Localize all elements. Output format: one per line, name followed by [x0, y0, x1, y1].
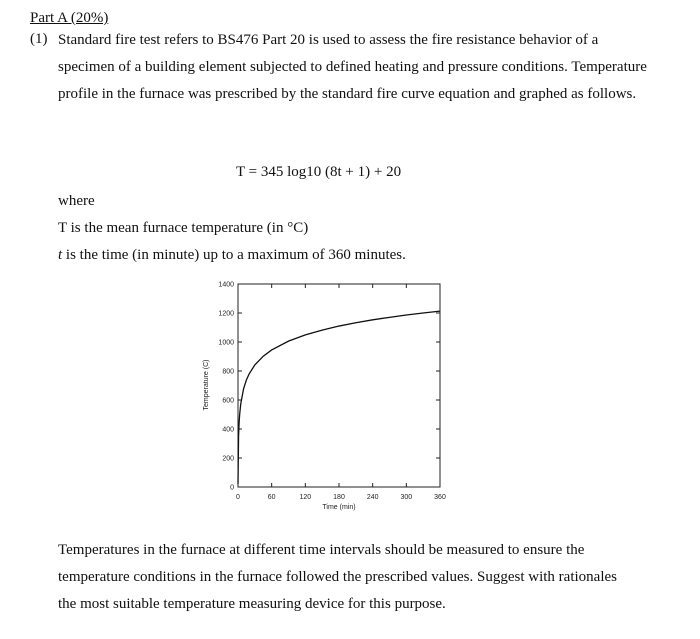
x-tick-label: 360	[434, 494, 446, 501]
fire-curve-line	[238, 311, 440, 484]
section-heading: Part A (20%)	[30, 10, 109, 26]
y-axis-label: Temperature (C)	[203, 359, 210, 411]
y-tick-label: 1200	[218, 310, 234, 318]
x-axis-label: Time (min)	[322, 504, 356, 511]
y-tick-label: 1000	[218, 339, 234, 347]
plot-frame	[238, 284, 440, 487]
y-tick-label: 1400	[218, 281, 234, 289]
question-intro: Standard fire test refers to BS476 Part 20 is used to assess the fire resistance behavior of a specimen of a building element subjected to defined heating and pressure conditions. Temperature profile in the furnace was prescribed by the standard fire curve equation and graphed as follows.	[58, 32, 647, 102]
y-tick-label: 600	[222, 397, 234, 405]
x-tick-label: 180	[333, 494, 345, 501]
x-tick-label: 0	[236, 494, 240, 501]
definition-time	[58, 247, 406, 264]
x-tick-label: 240	[366, 494, 379, 501]
y-tick-label: 400	[222, 426, 234, 434]
y-axis-ticks	[218, 282, 440, 492]
fire-curve-equation: T = 345 log10 (8t + 1) + 20	[236, 164, 402, 180]
y-tick-label: 200	[222, 455, 234, 463]
definition-temperature: T is the mean furnace temperature (in °C)	[58, 220, 309, 236]
question-task: Temperatures in the furnace at different time intervals should be measured to ensure the temperature conditions in the furnace followed the prescribed values. Suggest with rationales the most suitable temperature measuring device for this purpose.	[58, 542, 617, 612]
definition-time-text: is the time (in minute) up to a maximum of 360 minutes.	[62, 247, 406, 263]
y-tick-label: 800	[222, 368, 234, 376]
time-variable: t	[58, 247, 63, 263]
y-tick-label: 0	[230, 484, 234, 492]
question-number: (1)	[30, 31, 48, 47]
x-tick-label: 120	[299, 494, 312, 501]
x-axis-ticks	[236, 284, 446, 501]
x-tick-label: 300	[400, 494, 413, 501]
where-label: where	[58, 193, 95, 209]
x-tick-label: 60	[267, 494, 276, 501]
